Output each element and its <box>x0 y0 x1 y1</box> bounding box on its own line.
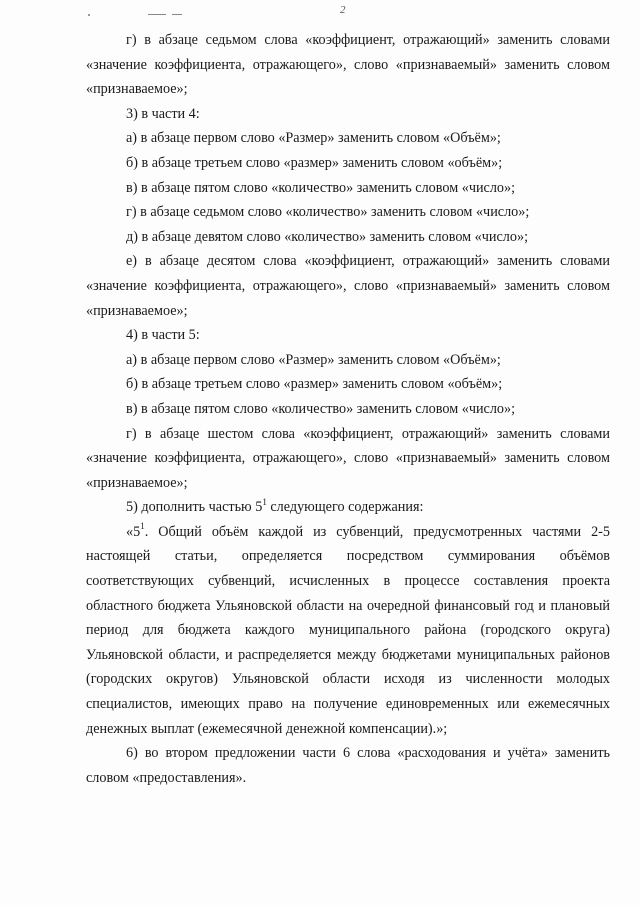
item-6: 6) во втором предложении части 6 слова «расходования и учёта» заменить словом «предоставления». <box>86 745 610 786</box>
item-4-v: в) в абзаце пятом слово «количество» заменить словом «число»; <box>126 400 516 417</box>
item-5-superscript: 1 <box>262 496 267 507</box>
quote-superscript: 1 <box>140 521 145 532</box>
item-3-v: в) в абзаце пятом слово «количество» заменить словом «число»; <box>126 179 516 196</box>
item-5-text-rest: следующего содержания: <box>266 499 424 516</box>
item-5-heading <box>86 495 610 520</box>
document-body <box>86 28 610 790</box>
item-4-heading: 4) в части 5: <box>126 327 200 344</box>
page-number: 2 <box>340 4 346 16</box>
item-3-g: г) в абзаце седьмом слово «количество» заменить словом «число»; <box>126 204 530 221</box>
quote-open: «5 <box>126 523 141 540</box>
scan-artifact <box>148 14 166 15</box>
item-3-a: а) в абзаце первом слово «Размер» заменить словом «Объём»; <box>126 130 501 147</box>
quote-text: . Общий объём каждой из субвенций, предусмотренных частями 2-5 настоящей статьи, определяется посредством суммирования объёмов соответствующих субвенций, исчисленных в процессе составления проекта областного бюджета Ульяновской области на очередной финансовый год и плановый период для бюджета каждого муниципального района (городского округа) Ульяновской области, и распределяется между бюджетами муниципальных районов (городских округов) Ульяновской области исходя из численности молодых специалистов, имеющих право на получение единовременных или ежемесячных денежных выплат (ежемесячной денежной компенсации).»; <box>86 523 610 737</box>
item-3-e: е) в абзаце десятом слова «коэффициент, отражающий» заменить словами «значение коэффициента, отражающего», слово «признаваемый» заменить словом «признаваемое»; <box>86 253 610 319</box>
item-4-b: б) в абзаце третьем слово «размер» заменить словом «объём»; <box>126 376 503 393</box>
scan-artifact <box>172 14 182 15</box>
item-3-d: д) в абзаце девятом слово «количество» заменить словом «число»; <box>126 228 529 245</box>
paragraph-g-abzac-7: г) в абзаце седьмом слова «коэффициент, отражающий» заменить словами «значение коэффициента, отражающего», слово «признаваемый» заменить словом «признаваемое»; <box>86 32 610 98</box>
item-4-g: г) в абзаце шестом слова «коэффициент, отражающий» заменить словами «значение коэффициента, отражающего», слово «признаваемый» заменить словом «признаваемое»; <box>86 425 610 491</box>
item-5-text: 5) дополнить частью 5 <box>126 499 263 516</box>
new-part-5-1 <box>86 520 610 741</box>
item-4-a: а) в абзаце первом слово «Размер» заменить словом «Объём»; <box>126 351 501 368</box>
item-3-heading: 3) в части 4: <box>126 105 200 122</box>
scan-artifact <box>88 14 90 16</box>
item-3-b: б) в абзаце третьем слово «размер» заменить словом «объём»; <box>126 154 503 171</box>
